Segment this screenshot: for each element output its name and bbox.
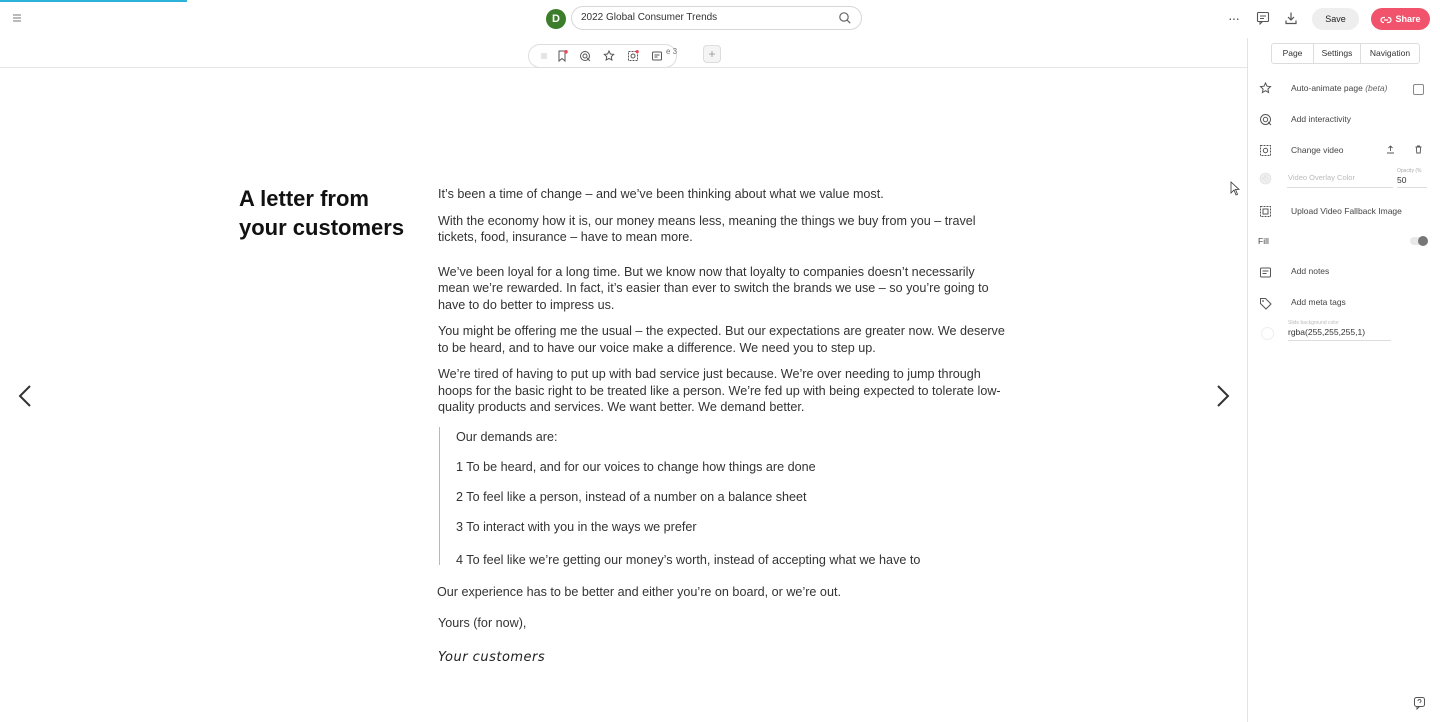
video-icon[interactable]	[627, 50, 639, 62]
signoff: Yours (for now),	[438, 616, 527, 630]
download-icon[interactable]	[1284, 8, 1298, 30]
toggle-knob	[1418, 236, 1428, 246]
floating-toolbar	[528, 44, 677, 68]
list-item: 4 To feel like we’re getting our money’s worth, instead of accepting what we have to	[456, 553, 921, 567]
comment-icon[interactable]	[1256, 8, 1270, 30]
letter-heading: A letter from your customers	[239, 186, 405, 240]
drag-handle-icon[interactable]	[538, 50, 550, 62]
search-icon[interactable]	[838, 11, 852, 25]
document-title: 2022 Global Consumer Trends	[581, 12, 718, 23]
letter-body	[438, 186, 1018, 416]
overlay-icon	[1259, 172, 1272, 185]
auto-animate-checkbox[interactable]	[1413, 84, 1424, 95]
loading-progress-bar	[0, 0, 187, 2]
closing-line: Our experience has to be better and either you’re on board, or we’re out.	[437, 585, 841, 599]
change-video-button[interactable]: Change video	[1291, 145, 1344, 155]
video-icon	[1259, 144, 1272, 157]
share-label: Share	[1395, 14, 1421, 24]
opacity-input[interactable]: 50	[1397, 175, 1427, 188]
hamburger-icon[interactable]	[11, 12, 23, 24]
page-label: e 3	[666, 47, 678, 56]
properties-panel	[1247, 38, 1440, 722]
cursor-icon	[1230, 181, 1240, 196]
auto-animate-row[interactable]	[1291, 83, 1387, 93]
auto-animate-label: Auto-animate page	[1291, 83, 1363, 93]
fill-label: Fill	[1258, 236, 1269, 246]
arrow-left-icon[interactable]	[13, 380, 37, 412]
letter-paragraph: It’s been a time of change – and we’ve been thinking about what we value most.	[438, 187, 884, 201]
fallback-image-icon	[1259, 205, 1272, 218]
interactivity-icon[interactable]	[579, 50, 591, 62]
demands-intro: Our demands are:	[456, 430, 558, 444]
help-icon[interactable]	[1413, 696, 1427, 710]
tag-icon	[1259, 297, 1272, 310]
upload-fallback-button[interactable]: Upload Video Fallback Image	[1291, 206, 1402, 216]
background-color-caption: Slide background color	[1288, 320, 1339, 326]
animate-icon[interactable]	[603, 50, 615, 62]
tab-page[interactable]: Page	[1282, 48, 1303, 58]
document-title-field[interactable]	[571, 6, 862, 30]
list-item: 2 To feel like a person, instead of a number on a balance sheet	[456, 490, 807, 504]
share-icon	[1380, 16, 1392, 24]
background-color-swatch[interactable]	[1261, 327, 1274, 340]
tab-navigation[interactable]: Navigation	[1369, 48, 1411, 58]
beta-label: (beta)	[1365, 83, 1388, 93]
letter-paragraph: With the economy how it is, our money means less, meaning the things we buy from you – travel tickets, food, insurance – have to mean more.	[438, 213, 976, 244]
list-item: 1 To be heard, and for our voices to change how things are done	[456, 460, 816, 474]
interactivity-icon	[1259, 113, 1272, 126]
add-meta-tags-button[interactable]: Add meta tags	[1291, 297, 1346, 307]
fill-toggle[interactable]	[1410, 237, 1428, 245]
letter-paragraph: We’ve been loyal for a long time. But we know now that loyalty to companies doesn’t necessarily mean we’re rewarded. In fact, it’s easier than ever to switch the brands we use – so you’re going to have to do better to impress us.	[438, 264, 989, 312]
animate-icon	[1259, 82, 1272, 95]
letter-paragraph: We’re tired of having to put up with bad service just because. We’re over needing to jump through hoops for the basic right to be treated like a person. We’re fed up with being expected to tolerate low-quality products and services. We want better. We demand better.	[438, 367, 1001, 414]
more-icon[interactable]: ···	[1228, 10, 1239, 26]
arrow-right-icon[interactable]	[1211, 380, 1235, 412]
avatar[interactable]: D	[546, 9, 566, 29]
notes-icon	[1259, 266, 1272, 279]
add-notes-button[interactable]: Add notes	[1291, 266, 1330, 276]
background-color-input[interactable]: rgba(255,255,255,1)	[1288, 327, 1391, 341]
upload-icon[interactable]	[1386, 145, 1395, 154]
save-button[interactable]: Save	[1312, 8, 1359, 30]
tab-settings[interactable]: Settings	[1321, 48, 1353, 58]
share-button[interactable]	[1371, 8, 1430, 30]
opacity-caption: Opacity (%	[1397, 168, 1422, 174]
add-interactivity-button[interactable]: Add interactivity	[1291, 114, 1351, 124]
demands-block	[439, 427, 1000, 565]
list-item: 3 To interact with you in the ways we prefer	[456, 520, 697, 534]
letter-paragraph: You might be offering me the usual – the expected. But our expectations are greater now. We deserve to be heard, and to have our voice make a difference. We need you to step up.	[438, 324, 1005, 355]
bookmark-icon[interactable]	[556, 50, 568, 62]
trash-icon[interactable]	[1414, 145, 1423, 154]
signature: Your customers	[438, 650, 546, 665]
notes-icon[interactable]	[651, 50, 663, 62]
add-page-button[interactable]: +	[703, 45, 721, 63]
panel-tabs	[1271, 43, 1420, 64]
video-overlay-color-input[interactable]: Video Overlay Color	[1287, 173, 1393, 188]
